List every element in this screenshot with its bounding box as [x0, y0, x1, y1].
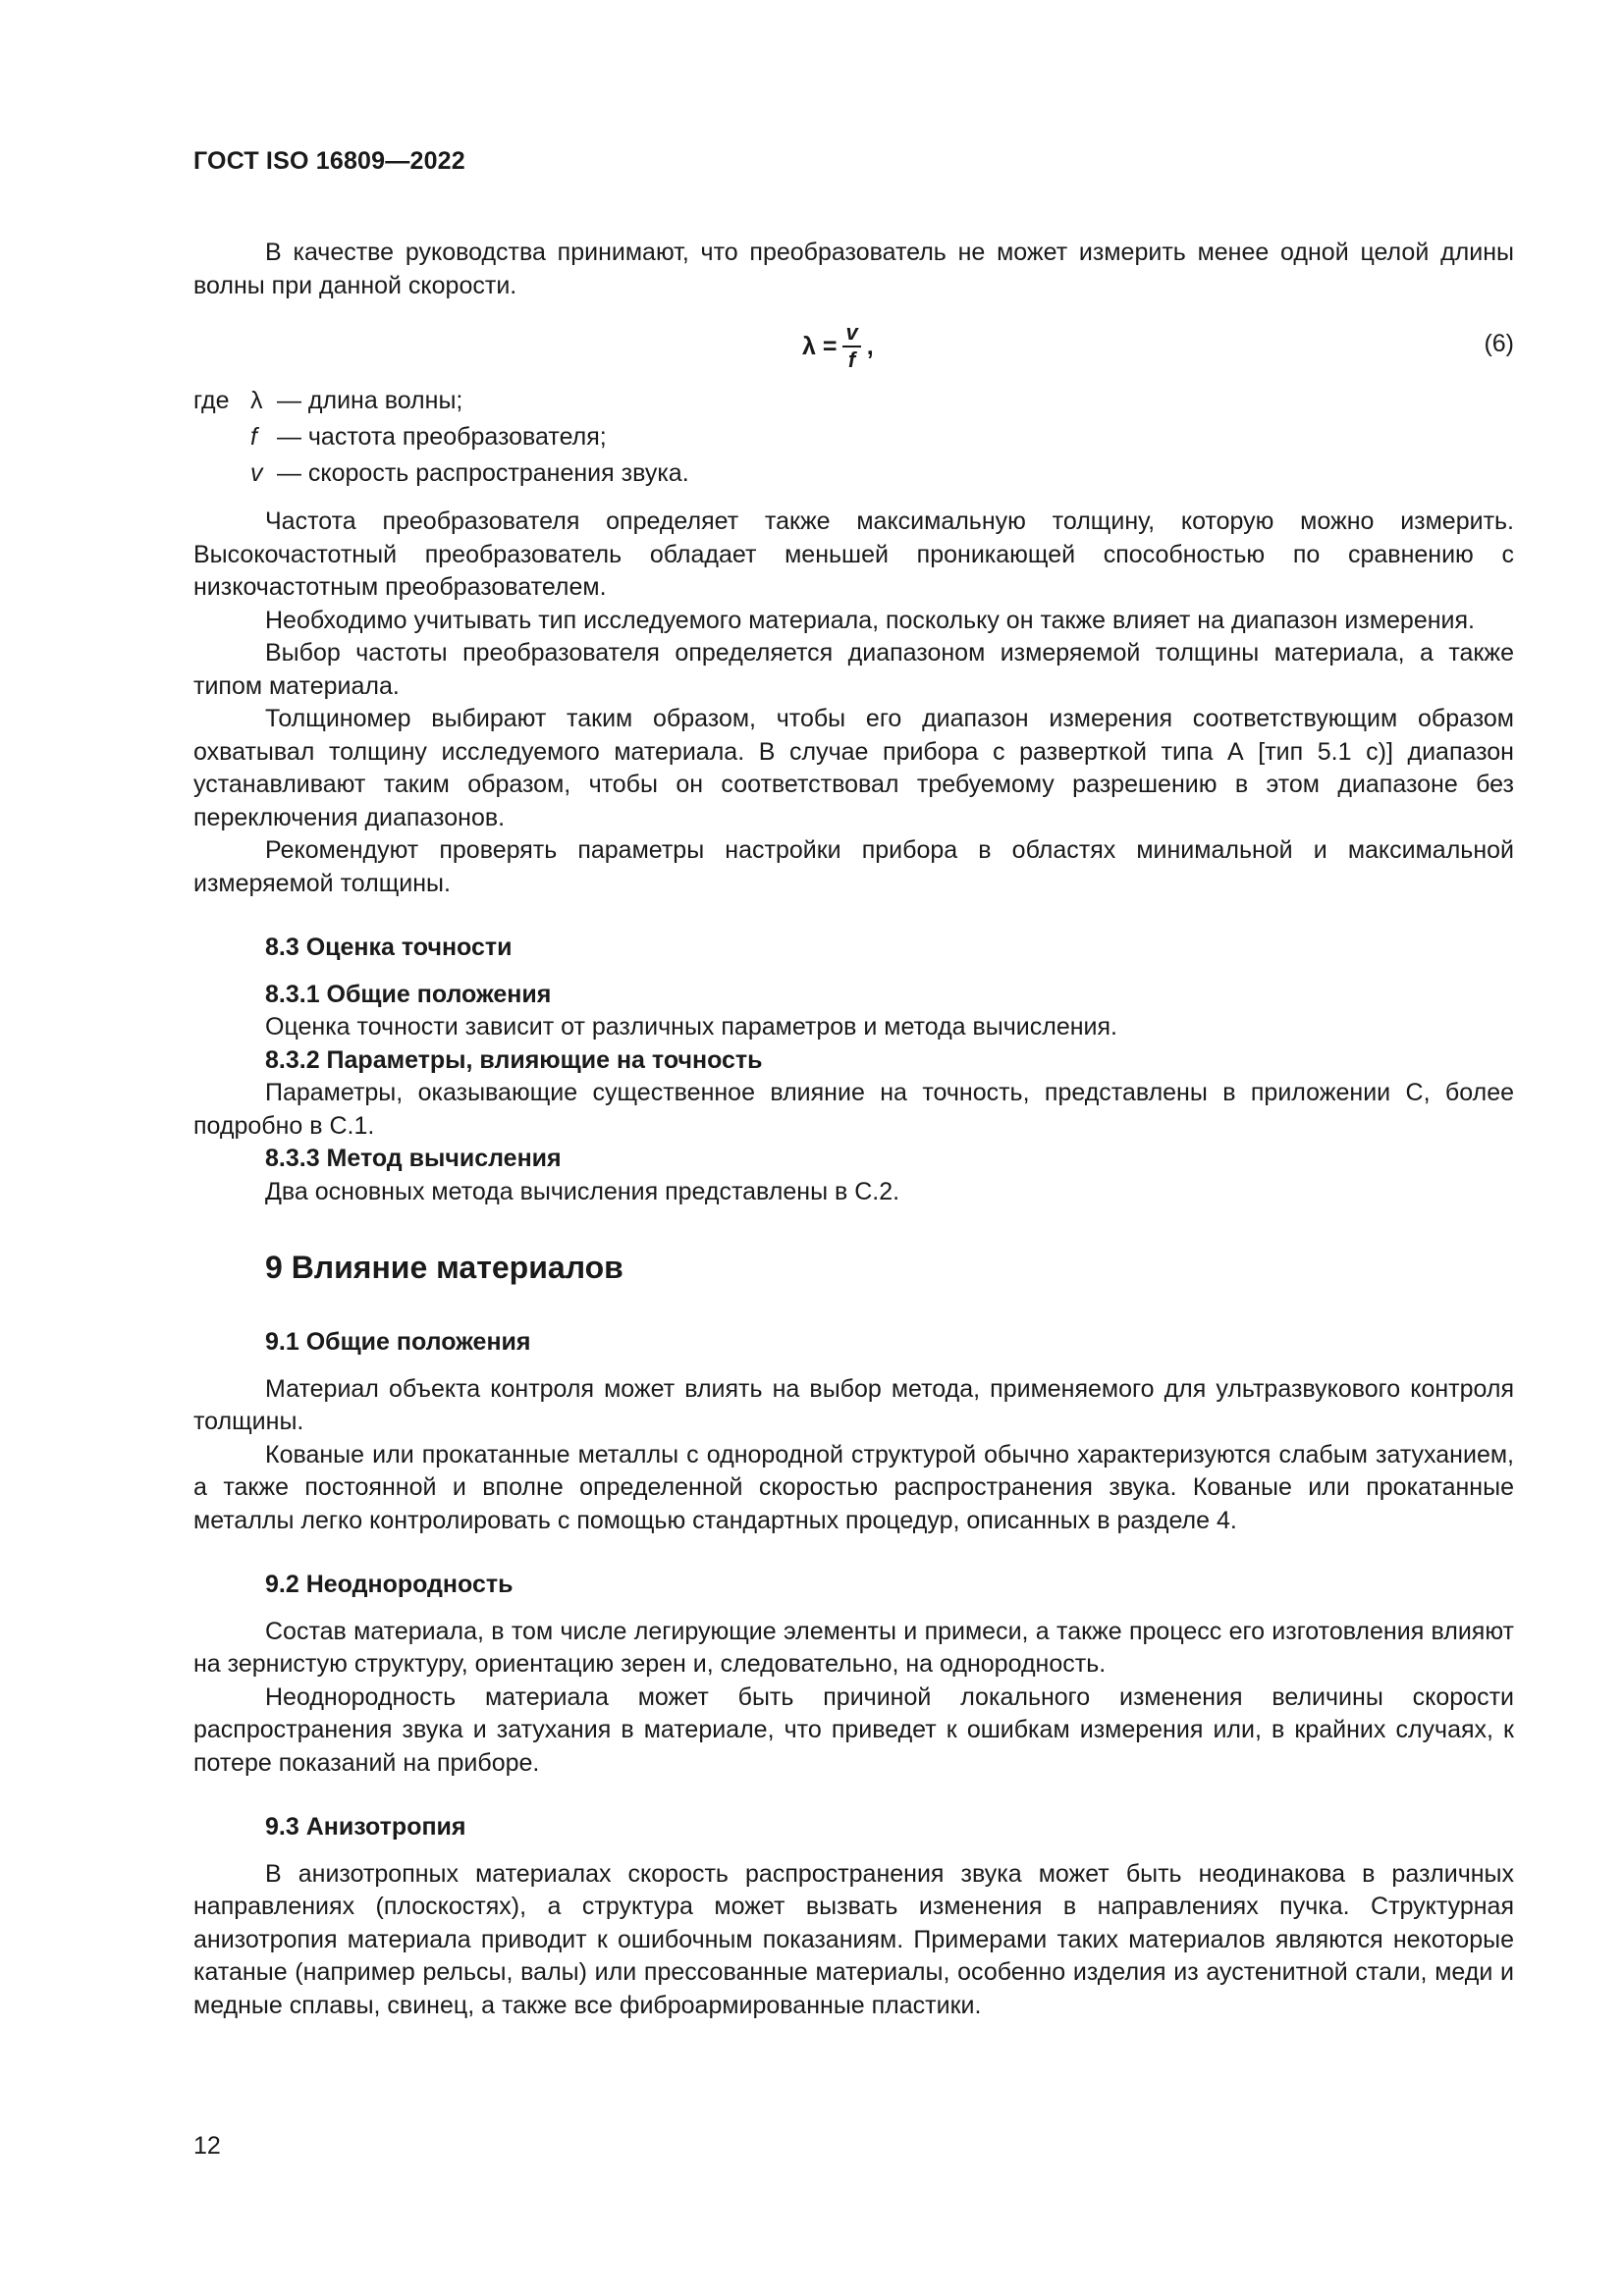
- formula-trail: ,: [866, 332, 874, 360]
- section-8-3-1-title: 8.3.1 Общие положения: [265, 980, 552, 1008]
- page-number: 12: [193, 2132, 221, 2160]
- where-text: — скорость распространения звука.: [276, 459, 689, 487]
- paragraph: Состав материала, в том числе легирующие элементы и примеси, а также процесс его изготовления влияют на зернистую структуру, ориентацию зерен и, следовательно, на однородность.: [193, 1617, 1514, 1678]
- section-9-2-title: 9.2 Неоднородность: [265, 1571, 514, 1598]
- section-8-3-1-text: Оценка точности зависит от различных параметров и метода вычисления.: [265, 1013, 1117, 1041]
- document-page: [193, 147, 1514, 2022]
- section-8-3-3-title: 8.3.3 Метод вычисления: [265, 1145, 562, 1172]
- paragraph: Выбор частоты преобразователя определяется диапазоном измеряемой толщины материала, а также типом материала.: [193, 639, 1514, 700]
- document-header: ГОСТ ISO 16809—2022: [193, 147, 465, 175]
- paragraph: Неоднородность материала может быть причиной локального изменения величины скорости распространения звука и затухания в материале, что приведет к ошибкам измерения или, в крайних случаях, к потере показаний на приборе.: [193, 1682, 1514, 1777]
- paragraph: Толщиномер выбирают таким образом, чтобы его диапазон измерения соответствующим образом охватывал толщину исследуемого материала. В случае прибора с разверткой типа А [тип 5.1 с)] диапазон устанавливают таким образом, чтобы он соответствовал требуемому разрешению в этом диапазоне без переключения диапазонов.: [193, 705, 1514, 831]
- formula-expression: [802, 314, 874, 379]
- where-symbol: v: [250, 459, 263, 487]
- where-text: — длина волны;: [276, 387, 463, 414]
- formula-fraction: [842, 320, 860, 373]
- where-list: [193, 383, 1514, 492]
- where-item: [193, 455, 1514, 492]
- formula-denominator: f: [847, 347, 856, 372]
- where-symbol: f: [250, 423, 257, 451]
- section-9-title: 9 Влияние материалов: [265, 1250, 623, 1285]
- where-item: [193, 383, 1514, 419]
- section-9-3-title: 9.3 Анизотропия: [265, 1813, 466, 1841]
- where-symbol: λ: [250, 387, 263, 414]
- paragraph: Частота преобразователя определяет также максимальную толщину, которую можно измерить. Высокочастотный преобразователь обладает меньшей проникающей способностью по сравнению с низкочастотным преобразователем.: [193, 507, 1514, 601]
- section-8-3-3-text: Два основных метода вычисления представлены в С.2.: [265, 1177, 900, 1205]
- formula-lhs: λ =: [802, 332, 838, 360]
- intro-paragraph: В качестве руководства принимают, что преобразователь не может измерить менее одной целой длины волны при данной скорости.: [193, 239, 1514, 299]
- formula-number: (6): [1484, 330, 1514, 357]
- formula-numerator: v: [842, 320, 860, 347]
- where-lead: где: [193, 387, 230, 414]
- section-8-3-title: 8.3 Оценка точности: [265, 934, 513, 961]
- paragraph: Рекомендуют проверять параметры настройки прибора в областях минимальной и максимальной измеряемой толщины.: [193, 836, 1514, 897]
- section-9-1-title: 9.1 Общие положения: [265, 1328, 531, 1356]
- section-8-3-2-title: 8.3.2 Параметры, влияющие на точность: [265, 1045, 763, 1074]
- section-8-3-2-text: Параметры, оказывающие существенное влияние на точность, представлены в приложении С, более подробно в С.1.: [193, 1079, 1514, 1140]
- paragraph: В анизотропных материалах скорость распространения звука может быть неодинакова в различных направлениях (плоскостях), а структура может вызвать изменения в направлениях пучка. Структурная анизотропия материала приводит к ошибочным показаниям. Примерами таких материалов являются некоторые катаные (например рельсы, валы) или прессованные материалы, особенно изделия из аустенитной стали, меди и медные сплавы, свинец, а также все фиброармированные пластики.: [193, 1859, 1514, 2019]
- formula-6: [193, 314, 1514, 383]
- paragraph: Необходимо учитывать тип исследуемого материала, поскольку он также влияет на диапазон измерения.: [265, 606, 1475, 634]
- where-text: — частота преобразователя;: [276, 423, 607, 451]
- paragraph: Материал объекта контроля может влиять на выбор метода, применяемого для ультразвукового контроля толщины.: [193, 1374, 1514, 1435]
- where-item: [193, 419, 1514, 455]
- paragraph: Кованые или прокатанные металлы с однородной структурой обычно характеризуются слабым затуханием, а также постоянной и вполне определенной скоростью распространения звука. Кованые или прокатанные металлы легко контролировать с помощью стандартных процедур, описанных в разделе 4.: [193, 1440, 1514, 1534]
